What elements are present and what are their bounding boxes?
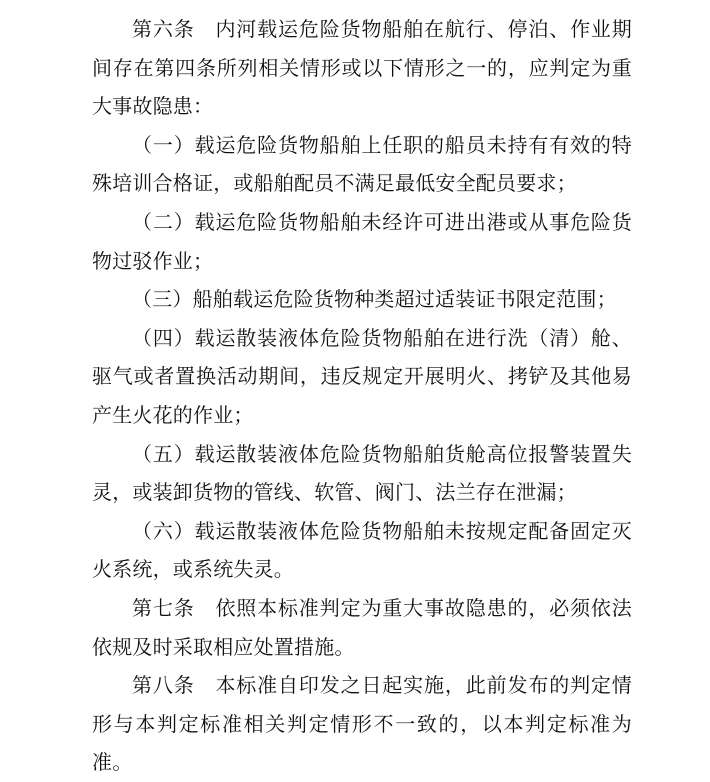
article-6-item-1: （一）载运危险货物船舶上任职的船员未持有有效的特殊培训合格证，或船舶配员不满足最低安全配员要求； xyxy=(92,132,632,196)
article-6-item-6: （六）载运散装液体危险货物船舶未按规定配备固定灭火系统，或系统失灵。 xyxy=(92,518,632,582)
article-6-item-2: （二）载运危险货物船舶未经许可进出港或从事危险货物过驳作业； xyxy=(92,209,632,273)
article-6-item-4: （四）载运散装液体危险货物船舶在进行洗（清）舱、驱气或者置换活动期间，违反规定开展明火、拷铲及其他易产生火花的作业； xyxy=(92,325,632,427)
article-6-item-3: （三）船舶载运危险货物种类超过适装证书限定范围； xyxy=(132,287,617,312)
article-8-paragraph: 第八条 本标准自印发之日起实施，此前发布的判定情形与本判定标准相关判定情形不一致的，以本判定标准为准。 xyxy=(92,673,632,775)
article-7-paragraph: 第七条 依照本标准判定为重大事故隐患的，必须依法依规及时采取相应处置措施。 xyxy=(92,595,632,659)
article-6-paragraph: 第六条 内河载运危险货物船舶在航行、停泊、作业期间存在第四条所列相关情形或以下情形之一的，应判定为重大事故隐患： xyxy=(92,17,632,119)
document-body xyxy=(92,10,632,782)
article-6-item-5: （五）载运散装液体危险货物船舶货舱高位报警装置失灵，或装卸货物的管线、软管、阀门、法兰存在泄漏； xyxy=(92,441,632,505)
